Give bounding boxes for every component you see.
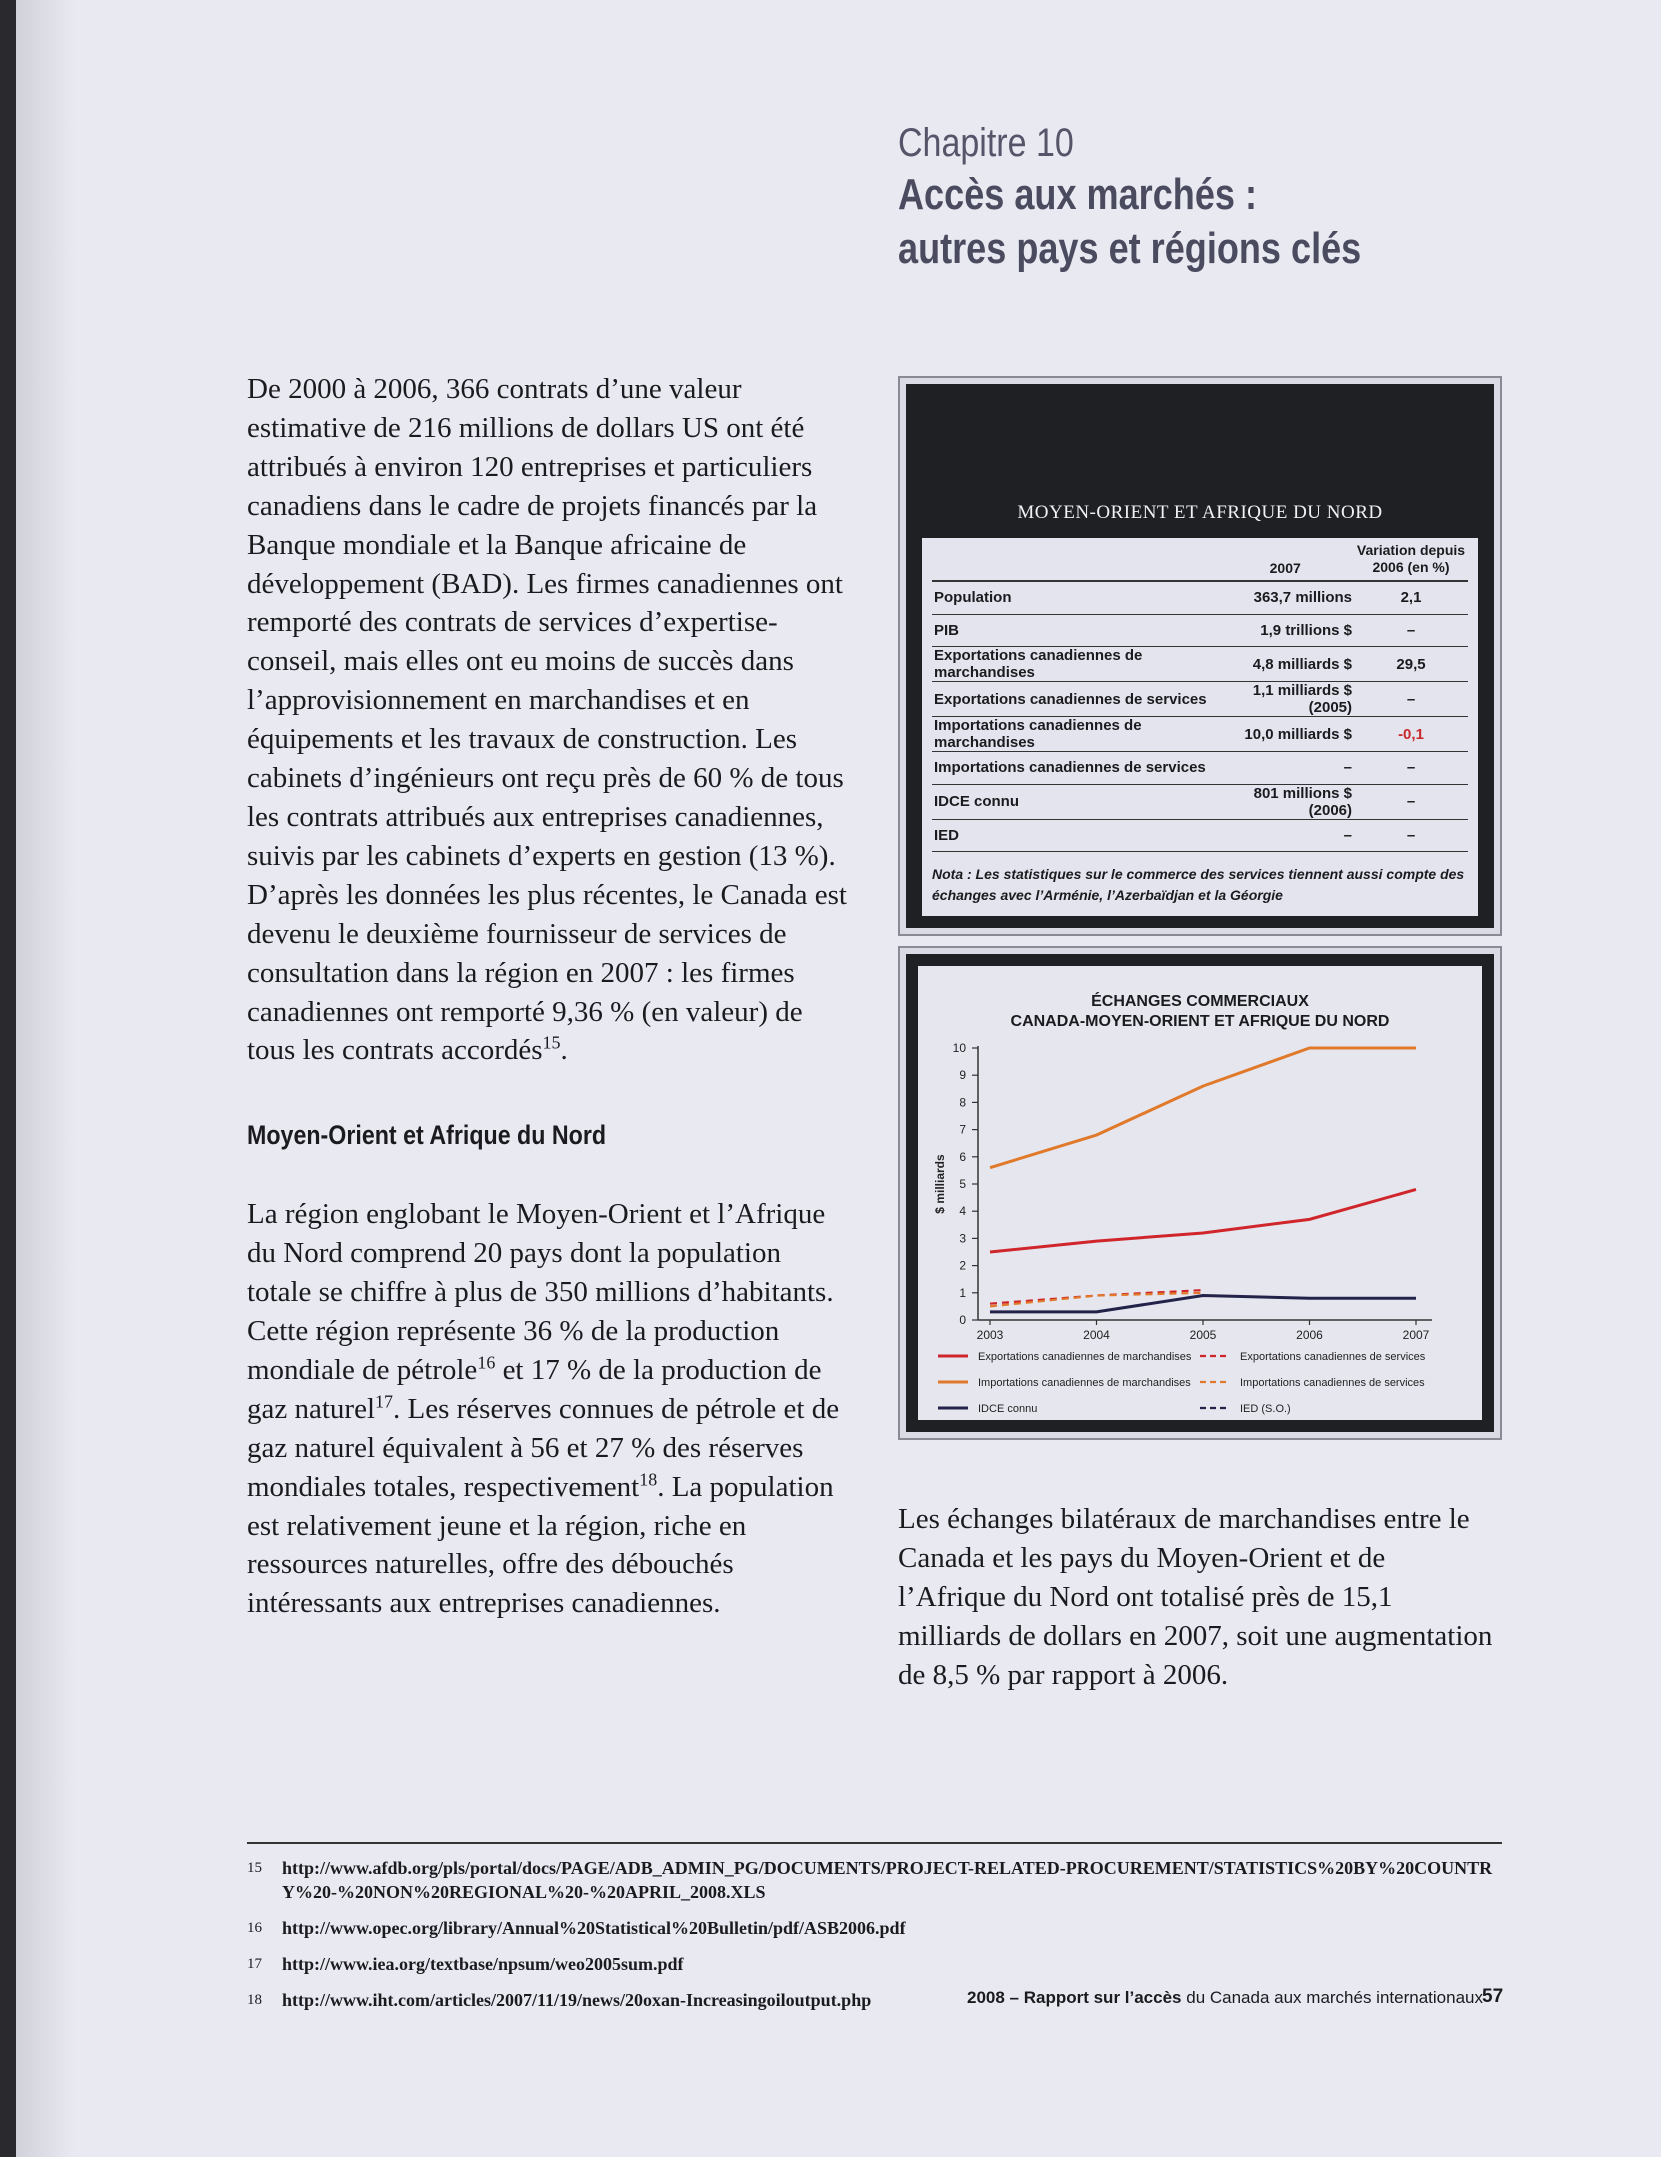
region-text-b: et 17 % de la production de gaz naturel <box>247 1353 822 1425</box>
x-tick-label: 2004 <box>1083 1328 1110 1342</box>
stats-header-year: 2007 <box>1216 538 1354 581</box>
x-tick-label: 2006 <box>1296 1328 1323 1342</box>
page-binding-edge <box>0 0 16 2157</box>
footnote-ref-16: 16 <box>477 1352 496 1373</box>
stats-row-label: Importations canadiennes de marchandises <box>932 717 1216 752</box>
legend-label: Importations canadiennes de services <box>1240 1377 1425 1389</box>
footnote-number: 17 <box>247 1956 262 1972</box>
region-text-c: . Les réserves connues de pétrole et de gaz naturel équivalent à 56 et 27 % des réserves mondiales totales, respectivement <box>247 1392 840 1503</box>
legend-label: Importations canadiennes de marchandises <box>978 1377 1191 1389</box>
footnote <box>247 1856 1502 1904</box>
stats-row-change: – <box>1354 614 1468 647</box>
footnote-ref-18: 18 <box>639 1469 658 1489</box>
stats-heading: MOYEN-ORIENT ET AFRIQUE DU NORD <box>1017 502 1383 523</box>
series-line-1 <box>990 1048 1416 1168</box>
y-axis-label: $ milliards <box>933 1154 947 1214</box>
legend-label: IED (S.O.) <box>1240 1403 1291 1415</box>
footnote-link[interactable]: http://www.afdb.org/pls/portal/docs/PAGE/ADB_ADMIN_PG/DOCUMENTS/PROJECT-RELATED-PROCUREMENT/STATISTICS%20BY%20COUNTRY%20-%20NON%20REGIONAL%20-%20APRIL_2008.XLS <box>282 1858 1493 1902</box>
x-tick-label: 2005 <box>1189 1328 1217 1342</box>
intro-paragraph <box>247 370 852 1070</box>
page-number: 57 <box>1482 1986 1504 2007</box>
legend-label: Exportations canadiennes de services <box>1240 1351 1426 1363</box>
chapter-header <box>898 118 1598 276</box>
footnote-link[interactable]: http://www.iht.com/articles/2007/11/19/news/20oxan-Increasingoiloutput.php <box>282 1990 872 2010</box>
region-text-a: La région englobant le Moyen-Orient et l’Afrique du Nord comprend 20 pays dont la population totale se chiffre à plus de 350 millions d’habitants. Cette région représente 36 % de la production mondiale de pétrole <box>247 1198 834 1386</box>
footnote-link[interactable]: http://www.opec.org/library/Annual%20Statistical%20Bulletin/pdf/ASB2006.pdf <box>282 1918 906 1938</box>
stats-row-change: – <box>1354 819 1468 852</box>
stats-header-row <box>932 538 1468 581</box>
region-text-d: . La population est relativement jeune et la région, riche en ressources naturelles, offre des débouchés intéressants aux entreprises canadiennes. <box>247 1470 834 1620</box>
stats-row-label: Population <box>932 581 1216 614</box>
footnote-rule <box>247 1842 1502 1844</box>
stats-row-change: – <box>1354 752 1468 785</box>
stats-row-label: PIB <box>932 614 1216 647</box>
stats-row-value: – <box>1216 819 1354 852</box>
y-tick-label: 5 <box>959 1177 966 1191</box>
footnote-link[interactable]: http://www.iea.org/textbase/npsum/weo2005sum.pdf <box>282 1954 684 1974</box>
stats-row-value: 1,1 milliards $ (2005) <box>1216 682 1354 717</box>
stats-row <box>932 819 1468 852</box>
stats-row-value: – <box>1216 752 1354 785</box>
footer-bold: 2008 – Rapport sur l’accès <box>967 1988 1182 2007</box>
page-footer <box>967 1988 1483 2008</box>
stats-row <box>932 717 1468 752</box>
footnote-ref-15: 15 <box>542 1032 561 1053</box>
y-tick-label: 4 <box>959 1204 966 1219</box>
chart-title-line1: ÉCHANGES COMMERCIAUX <box>1091 993 1309 1010</box>
stats-header-change: Variation depuis 2006 (en %) <box>1354 538 1468 581</box>
chart-panel <box>898 946 1502 1440</box>
y-tick-label: 2 <box>959 1258 966 1273</box>
series-line-0 <box>990 1189 1416 1252</box>
stats-row-change: – <box>1354 682 1468 717</box>
chapter-title-line1: Accès aux marchés : <box>898 170 1258 219</box>
footer-rest: du Canada aux marchés internationaux <box>1181 1988 1483 2007</box>
stats-header-blank <box>932 538 1216 581</box>
stats-row <box>932 614 1468 647</box>
chapter-title-line2: autres pays et régions clés <box>898 224 1362 273</box>
y-tick-label: 8 <box>959 1095 966 1110</box>
footnote <box>247 1916 1502 1940</box>
stats-row-change: – <box>1354 784 1468 819</box>
intro-paragraph-text: De 2000 à 2006, 366 contrats d’une valeur estimative de 216 millions de dollars US ont été attribués à environ 120 entreprises et particuliers canadiens dans le cadre de projets financés par la Banque mondiale et la Banque africaine de développement (BAD). Les firmes canadiennes ont remporté des contrats de services d’expertise-conseil, mais elles ont eu moins de succès dans l’approvisionnement en marchandises et en équipements et les travaux de construction. Les cabinets d’ingénieurs ont reçu près de 60 % de tous les contrats attribués aux entreprises canadiennes, suivis par les cabinets d’experts en gestion (13 %). D’après les données les plus récentes, le Canada est devenu le deuxième fournisseur de services de consultation dans la région en 2007 : les firmes canadiennes ont remporté 9,36 % (en valeur) de tous les contrats accordés <box>247 373 847 1067</box>
y-tick-label: 1 <box>959 1285 966 1300</box>
stats-row <box>932 682 1468 717</box>
y-tick-label: 3 <box>959 1231 966 1246</box>
y-tick-label: 10 <box>952 1041 966 1055</box>
stats-row-label: IDCE connu <box>932 784 1216 819</box>
trade-paragraph: Les échanges bilatéraux de marchandises entre le Canada et les pays du Moyen-Orient et de l’Afrique du Nord ont totalisé près de 15,1 milliards de dollars en 2007, soit une augmentation de 8,5 % par rapport à 2006. <box>898 1503 1493 1691</box>
footnote-number: 16 <box>247 1920 262 1936</box>
footnote <box>247 1952 1502 1976</box>
intro-paragraph-end: . <box>560 1034 568 1067</box>
y-tick-label: 7 <box>959 1122 966 1137</box>
stats-row-label: Exportations canadiennes de services <box>932 682 1216 717</box>
stats-row-change: 29,5 <box>1354 647 1468 682</box>
right-column <box>898 1500 1498 1695</box>
stats-row-value: 10,0 milliards $ <box>1216 717 1354 752</box>
stats-row-label: Importations canadiennes de services <box>932 752 1216 785</box>
x-tick-label: 2003 <box>976 1328 1004 1342</box>
stats-row-change: -0,1 <box>1354 717 1468 752</box>
region-paragraph <box>247 1195 852 1623</box>
stats-row <box>932 784 1468 819</box>
x-tick-label: 2007 <box>1402 1328 1430 1342</box>
left-column <box>247 370 852 1623</box>
footnote-number: 18 <box>247 1992 262 2008</box>
stats-row-value: 1,9 trillions $ <box>1216 614 1354 647</box>
stats-panel <box>898 376 1502 936</box>
y-tick-label: 6 <box>959 1149 966 1164</box>
footnote-number: 15 <box>247 1860 262 1876</box>
section-heading: Moyen-Orient et Afrique du Nord <box>247 1120 607 1151</box>
trade-line-chart <box>918 966 1482 1420</box>
stats-table-box <box>922 538 1478 916</box>
stats-row-label: IED <box>932 819 1216 852</box>
stats-row <box>932 752 1468 785</box>
chart-panel-inner <box>906 954 1494 1432</box>
stats-row-value: 363,7 millions <box>1216 581 1354 614</box>
y-tick-label: 9 <box>959 1068 966 1083</box>
chart-box <box>918 966 1482 1420</box>
stats-row <box>932 647 1468 682</box>
stats-note: Nota : Les statistiques sur le commerce des services tiennent aussi compte des échanges avec l’Arménie, l’Azerbaïdjan et la Géorgie <box>932 866 1465 903</box>
page-shadow <box>16 0 76 2157</box>
stats-table <box>932 538 1468 852</box>
stats-row-value: 4,8 milliards $ <box>1216 647 1354 682</box>
stats-row <box>932 581 1468 614</box>
stats-panel-inner <box>906 384 1494 928</box>
stats-row-value: 801 millions $ (2006) <box>1216 784 1354 819</box>
legend-label: IDCE connu <box>978 1403 1038 1415</box>
legend-label: Exportations canadiennes de marchandises <box>978 1351 1192 1363</box>
stats-row-change: 2,1 <box>1354 581 1468 614</box>
chart-title-line2: CANADA-MOYEN-ORIENT ET AFRIQUE DU NORD <box>1010 1013 1390 1030</box>
footnote-ref-17: 17 <box>375 1391 394 1412</box>
stats-row-label: Exportations canadiennes de marchandises <box>932 647 1216 682</box>
chapter-number: Chapitre 10 <box>898 121 1074 165</box>
y-tick-label: 0 <box>959 1313 966 1327</box>
